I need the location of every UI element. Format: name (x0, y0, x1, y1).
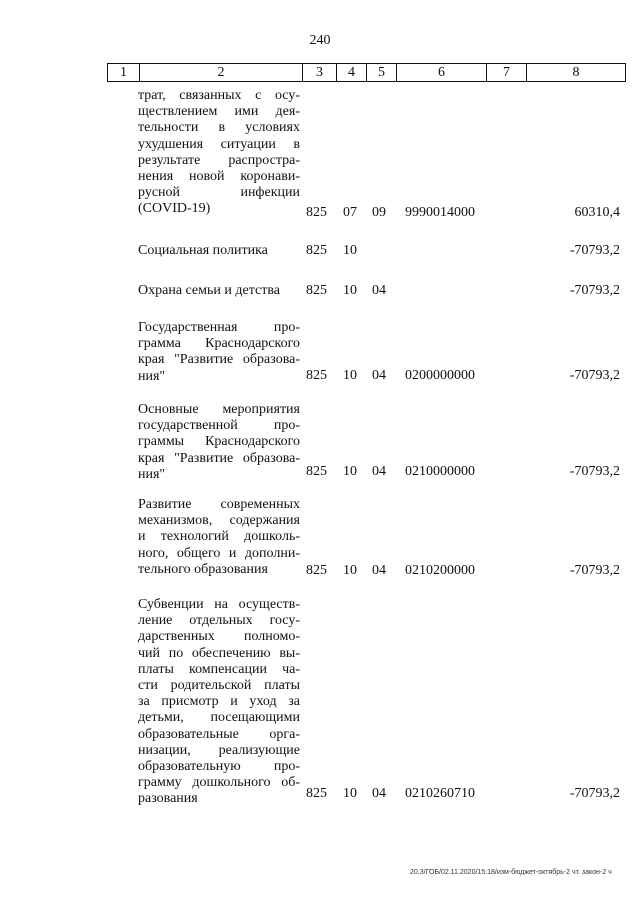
row-name-line: образовательные орга- (138, 726, 300, 742)
cell-col-5: 09 (372, 205, 386, 220)
row-name (138, 497, 300, 578)
cell-col-8: -70793,2 (569, 243, 620, 258)
row-name-line: Государственная про- (138, 320, 300, 335)
row-name (138, 243, 300, 259)
row-name-line: грамму дошкольного об- (138, 775, 300, 791)
cell-col-4: 10 (343, 563, 357, 578)
cell-col-4: 10 (343, 786, 357, 801)
row-name-line: (COVID-19) (138, 201, 211, 217)
row-name-line: результате распростра- (138, 152, 300, 168)
row-name (138, 283, 300, 299)
header-col-1: 1 (108, 64, 140, 81)
row-name-line: Социальная политика (138, 243, 268, 258)
cell-col-3: 825 (306, 205, 327, 220)
row-name (138, 402, 300, 483)
row-name-line: за присмотр и уход за (138, 694, 300, 710)
cell-col-3: 825 (306, 464, 327, 479)
row-name-line: Развитие современных (138, 497, 300, 512)
cell-col-6: 0210200000 (405, 563, 475, 578)
cell-col-5: 04 (372, 786, 386, 801)
footer-note: 20.3/ГОБ/02.11.2020/15:18/изм-бюджет-октябрь-2 чт. закон-2 ч (410, 869, 612, 876)
header-col-2: 2 (140, 64, 303, 81)
header-col-3: 3 (303, 64, 337, 81)
row-name-line: Субвенции на осуществ- (138, 597, 300, 612)
row-name-line: ухудшения ситуации в (138, 136, 300, 152)
row-name-line: русной инфекции (138, 185, 300, 201)
cell-col-8: -70793,2 (569, 283, 620, 298)
row-name-line: детьми, посещающими (138, 710, 300, 726)
cell-col-6: 0200000000 (405, 368, 475, 383)
cell-col-8: -70793,2 (569, 368, 620, 383)
cell-col-6: 9990014000 (405, 205, 475, 220)
cell-col-5: 04 (372, 368, 386, 383)
cell-col-5: 04 (372, 563, 386, 578)
row-name-line: грамма Краснодарского (138, 336, 300, 352)
row-name-line: нения новой коронави- (138, 169, 300, 185)
row-name-line: Охрана семьи и детства (138, 283, 280, 298)
row-name-line: тельного образования (138, 561, 268, 577)
row-name-line: чий по обеспечению вы- (138, 645, 300, 661)
row-name-line: сти родительской платы (138, 678, 300, 694)
row-name-line: платы компенсации ча- (138, 661, 300, 677)
row-name-line: трат, связанных с осу- (138, 88, 300, 103)
cell-col-6: 0210260710 (405, 786, 475, 801)
row-name-line: низации, реализующие (138, 742, 300, 758)
header-col-6: 6 (397, 64, 487, 81)
row-name-line: края "Развитие образова- (138, 352, 300, 368)
row-name-line: Основные мероприятия (138, 402, 300, 417)
row-name-line: ление отдельных госу- (138, 613, 300, 629)
row-name-line: дарственных полномо- (138, 629, 300, 645)
cell-col-3: 825 (306, 243, 327, 258)
row-name-line: ного, общего и дополни- (138, 545, 300, 561)
row-name-line: края "Развитие образова- (138, 450, 300, 466)
row-name-line: механизмов, содержания (138, 513, 300, 529)
cell-col-3: 825 (306, 786, 327, 801)
table-header (107, 63, 626, 82)
page-number: 240 (309, 33, 331, 48)
cell-col-8: -70793,2 (569, 786, 620, 801)
cell-col-8: -70793,2 (569, 464, 620, 479)
cell-col-8: -70793,2 (569, 563, 620, 578)
header-col-5: 5 (367, 64, 397, 81)
row-name-line: граммы Краснодарского (138, 434, 300, 450)
row-name-line: разования (138, 791, 198, 807)
row-name-line: ществлением ими дея- (138, 104, 300, 120)
row-name (138, 88, 300, 218)
cell-col-8: 60310,4 (574, 205, 620, 220)
cell-col-5: 04 (372, 464, 386, 479)
cell-col-4: 10 (343, 243, 357, 258)
cell-col-3: 825 (306, 563, 327, 578)
header-col-4: 4 (337, 64, 367, 81)
row-name-line: и технологий дошколь- (138, 529, 300, 545)
cell-col-3: 825 (306, 368, 327, 383)
cell-col-4: 10 (343, 464, 357, 479)
row-name-line: ния" (138, 368, 166, 384)
row-name-line: тельности в условиях (138, 120, 300, 136)
cell-col-4: 10 (343, 368, 357, 383)
row-name-line: ния" (138, 466, 166, 482)
header-col-7: 7 (487, 64, 527, 81)
row-name-line: образовательную про- (138, 759, 300, 775)
cell-col-5: 04 (372, 283, 386, 298)
cell-col-4: 07 (343, 205, 357, 220)
row-name (138, 320, 300, 385)
row-name (138, 597, 300, 808)
cell-col-3: 825 (306, 283, 327, 298)
cell-col-4: 10 (343, 283, 357, 298)
cell-col-6: 0210000000 (405, 464, 475, 479)
header-col-8: 8 (572, 65, 580, 80)
row-name-line: государственной про- (138, 418, 300, 434)
